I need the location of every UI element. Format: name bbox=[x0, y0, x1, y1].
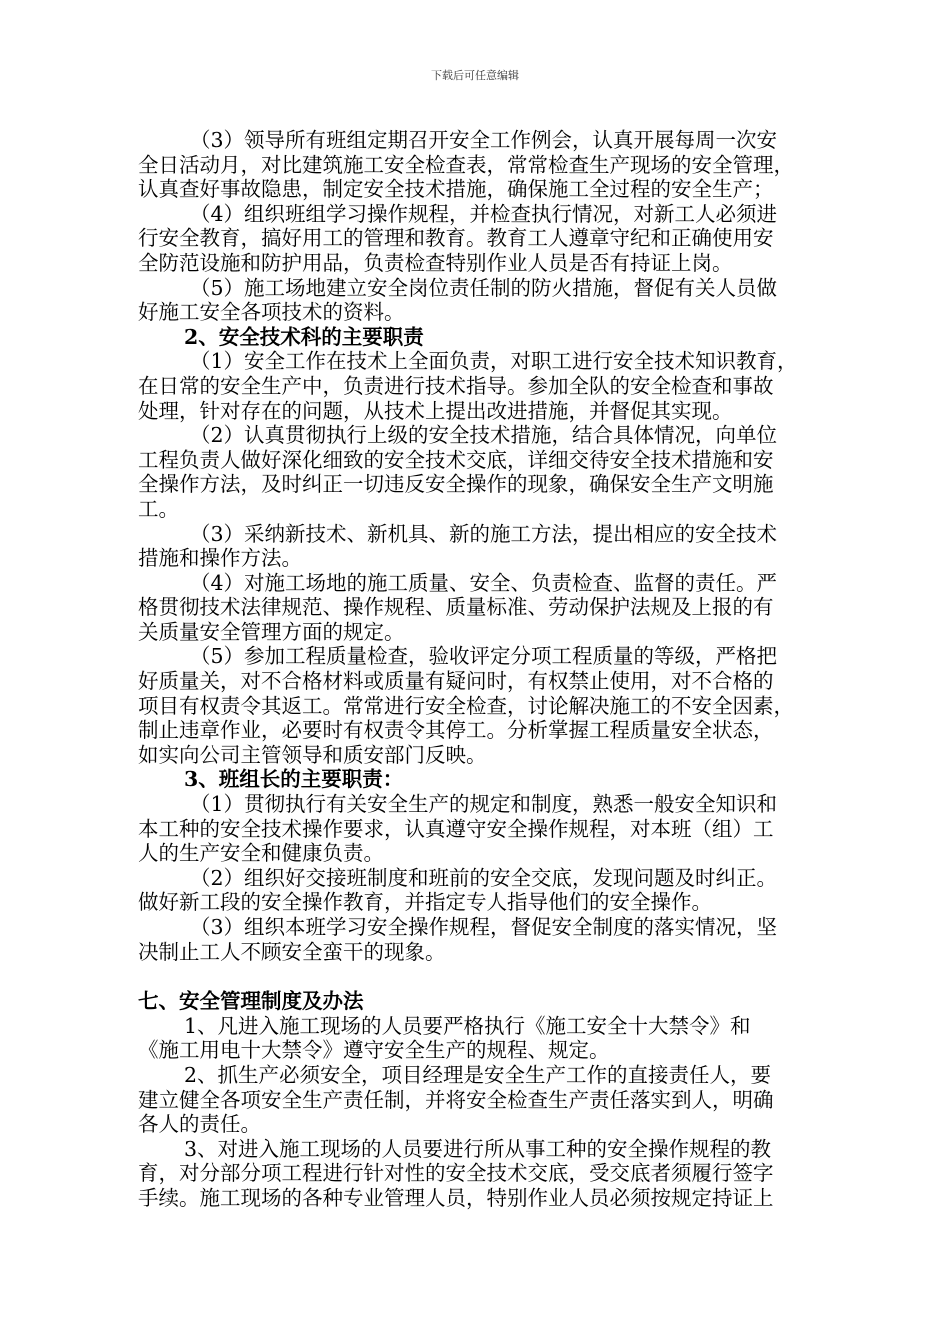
text-line: 人的生产安全和健康负责。 bbox=[138, 841, 384, 866]
text-line: 手续。施工现场的各种专业管理人员，特别作业人员必须按规定持证上 bbox=[138, 1185, 774, 1210]
text-line: （5）施工场地建立安全岗位责任制的防火措施，督促有关人员做 bbox=[190, 275, 778, 300]
text-line: 决制止工人不顾安全蛮干的现象。 bbox=[138, 939, 446, 964]
text-line: （1）贯彻执行有关安全生产的规定和制度，熟悉一般安全知识和 bbox=[190, 792, 778, 817]
text-line: 建立健全各项安全生产责任制，并将安全检查生产责任落实到人，明确 bbox=[138, 1087, 774, 1112]
text-line: 各人的责任。 bbox=[138, 1112, 261, 1137]
text-line: 工程负责人做好深化细致的安全技术交底，详细交待安全技术措施和安 bbox=[138, 447, 774, 472]
text-line: 好施工安全各项技术的资料。 bbox=[138, 300, 405, 325]
text-line: 做好新工段的安全操作教育，并指定专人指导他们的安全操作。 bbox=[138, 890, 712, 915]
text-line: 本工种的安全技术操作要求，认真遵守安全操作规程，对本班（组）工 bbox=[138, 816, 774, 841]
text-line: 《施工用电十大禁令》遵守安全生产的规程、规定。 bbox=[138, 1038, 610, 1063]
text-line: 2、抓生产必须安全，项目经理是安全生产工作的直接责任人，要 bbox=[184, 1062, 772, 1087]
document-body bbox=[138, 128, 898, 1211]
text-line: 格贯彻技术法律规范、操作规程、质量标准、劳动保护法规及上报的有 bbox=[138, 595, 774, 620]
text-line: 1、凡进入施工现场的人员要严格执行《施工安全十大禁令》和 bbox=[184, 1013, 751, 1038]
text-line: 在日常的安全生产中，负责进行技术指导。参加全队的安全检查和事故 bbox=[138, 373, 774, 398]
section-heading: 2、安全技术科的主要职责 bbox=[184, 324, 424, 349]
text-line: 如实向公司主管领导和质安部门反映。 bbox=[138, 742, 487, 767]
spacer bbox=[138, 964, 898, 989]
text-line: 3、对进入施工现场的人员要进行所从事工种的安全操作规程的教 bbox=[184, 1136, 772, 1161]
text-line: 全日活动月，对比建筑施工安全检查表，常常检查生产现场的安全管理， bbox=[138, 152, 794, 177]
text-line: （3）组织本班学习安全操作规程，督促安全制度的落实情况，坚 bbox=[190, 915, 778, 939]
text-line: （2）认真贯彻执行上级的安全技术措施，结合具体情况，向单位 bbox=[190, 423, 778, 448]
text-line: 处理，针对存在的问题，从技术上提出改进措施，并督促其实现。 bbox=[138, 398, 733, 423]
text-line: 认真查好事故隐患，制定安全技术措施，确保施工全过程的安全生产； bbox=[138, 177, 774, 202]
text-line: （3）采纳新技术、新机具、新的施工方法，提出相应的安全技术 bbox=[190, 521, 778, 546]
text-line: 行安全教育，搞好用工的管理和教育。教育工人遵章守纪和正确使用安 bbox=[138, 226, 774, 251]
text-line: （5）参加工程质量检查，验收评定分项工程质量的等级，严格把 bbox=[190, 644, 778, 669]
text-line: 制止违章作业，必要时有权责令其停工。分析掌握工程质量安全状态， bbox=[138, 718, 774, 743]
text-line: 项目有权责令其返工。常常进行安全检查，讨论解决施工的不安全因素， bbox=[138, 693, 794, 718]
text-line: （4）对施工场地的施工质量、安全、负责检查、监督的责任。严 bbox=[190, 570, 778, 595]
text-line: （2）组织好交接班制度和班前的安全交底，发现问题及时纠正。 bbox=[190, 865, 778, 890]
page-header: 下载后可任意编辑 bbox=[431, 69, 519, 82]
text-line: 全操作方法，及时纠正一切违反安全操作的现象，确保安全生产文明施 bbox=[138, 472, 774, 497]
text-line: 工。 bbox=[138, 496, 179, 521]
section-heading: 3、班组长的主要职责： bbox=[184, 767, 404, 792]
text-line: 全防范设施和防护用品，负责检查特别作业人员是否有持证上岗。 bbox=[138, 250, 733, 275]
text-line: 关质量安全管理方面的规定。 bbox=[138, 619, 405, 644]
text-line: （1）安全工作在技术上全面负责，对职工进行安全技术知识教育， bbox=[190, 349, 798, 374]
text-line: （3）领导所有班组定期召开安全工作例会，认真开展每周一次安 bbox=[190, 128, 778, 152]
text-line: 育，对分部分项工程进行针对性的安全技术交底，受交底者须履行签字 bbox=[138, 1161, 774, 1186]
section-heading: 七、安全管理制度及办法 bbox=[138, 989, 364, 1014]
text-line: （4）组织班组学习操作规程，并检查执行情况，对新工人必须进 bbox=[190, 201, 778, 226]
text-line: 好质量关，对不合格材料或质量有疑问时，有权禁止使用，对不合格的 bbox=[138, 669, 774, 694]
text-line: 措施和操作方法。 bbox=[138, 546, 302, 571]
